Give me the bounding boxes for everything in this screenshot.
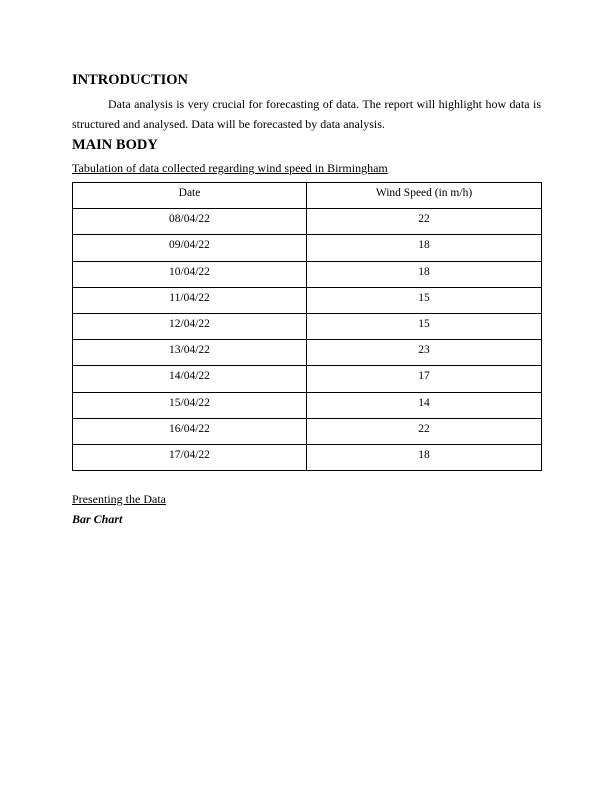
- table-row: [73, 287, 542, 313]
- table-row: [73, 366, 542, 392]
- table-row: [73, 235, 542, 261]
- main-body-heading: MAIN BODY: [72, 137, 158, 153]
- table-header-wind-speed: Wind Speed (in m/h): [307, 183, 542, 209]
- presenting-data-caption: Presenting the Data: [72, 492, 166, 506]
- date-cell: 11/04/22: [73, 287, 307, 313]
- date-cell: 16/04/22: [73, 418, 307, 444]
- date-cell: 14/04/22: [73, 366, 307, 392]
- table-row: [73, 261, 542, 287]
- table-row: [73, 418, 542, 444]
- wind-speed-cell: 15: [307, 287, 542, 313]
- introduction-paragraph-text: Data analysis is very crucial for forecasting of data. The report will highlight how data is structured and analysed. Data will be forecasted by data analysis.: [72, 97, 541, 131]
- wind-speed-cell: 18: [307, 444, 542, 470]
- table-header-row: [73, 183, 542, 209]
- table-caption: Tabulation of data collected regarding wind speed in Birmingham: [72, 161, 388, 175]
- wind-speed-cell: 18: [307, 235, 542, 261]
- bar-chart-heading: Bar Chart: [72, 512, 123, 526]
- date-cell: 08/04/22: [73, 209, 307, 235]
- table-row: [73, 392, 542, 418]
- wind-speed-cell: 22: [307, 418, 542, 444]
- table-header-date: Date: [73, 183, 307, 209]
- wind-speed-cell: 17: [307, 366, 542, 392]
- table-row: [73, 340, 542, 366]
- table-row: [73, 313, 542, 339]
- wind-speed-cell: 18: [307, 261, 542, 287]
- date-cell: 15/04/22: [73, 392, 307, 418]
- table-row: [73, 444, 542, 470]
- date-cell: 09/04/22: [73, 235, 307, 261]
- wind-speed-table: [72, 182, 542, 471]
- date-cell: 13/04/22: [73, 340, 307, 366]
- wind-speed-cell: 15: [307, 313, 542, 339]
- date-cell: 17/04/22: [73, 444, 307, 470]
- wind-speed-cell: 23: [307, 340, 542, 366]
- table-row: [73, 209, 542, 235]
- date-cell: 12/04/22: [73, 313, 307, 339]
- introduction-heading: INTRODUCTION: [72, 72, 189, 88]
- introduction-paragraph: [72, 94, 541, 134]
- wind-speed-cell: 14: [307, 392, 542, 418]
- wind-speed-cell: 22: [307, 209, 542, 235]
- date-cell: 10/04/22: [73, 261, 307, 287]
